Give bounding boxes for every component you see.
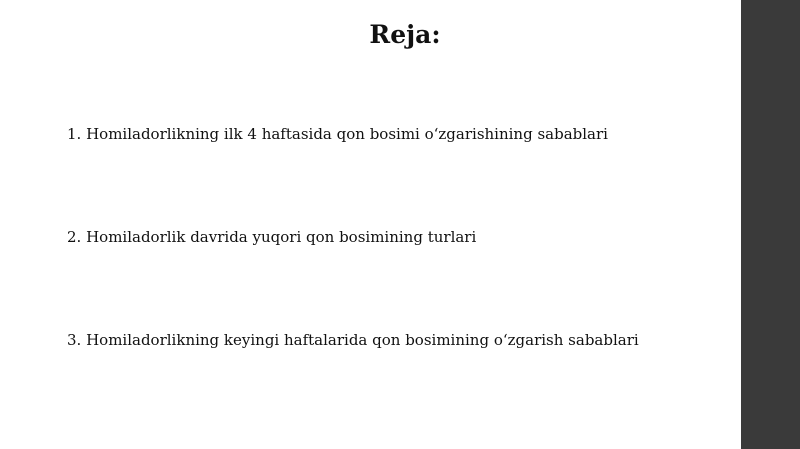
slide-title: Reja: [369,20,441,49]
side-panel [741,0,800,449]
plan-item-2: 2. Homiladorlik davrida yuqori qon bosimining turlari [67,228,477,246]
plan-item-3: 3. Homiladorlikning keyingi haftalarida qon bosimining o‘zgarish sabablari [67,331,639,349]
plan-item-1: 1. Homiladorlikning ilk 4 haftasida qon bosimi o‘zgarishining sabablari [67,125,608,143]
